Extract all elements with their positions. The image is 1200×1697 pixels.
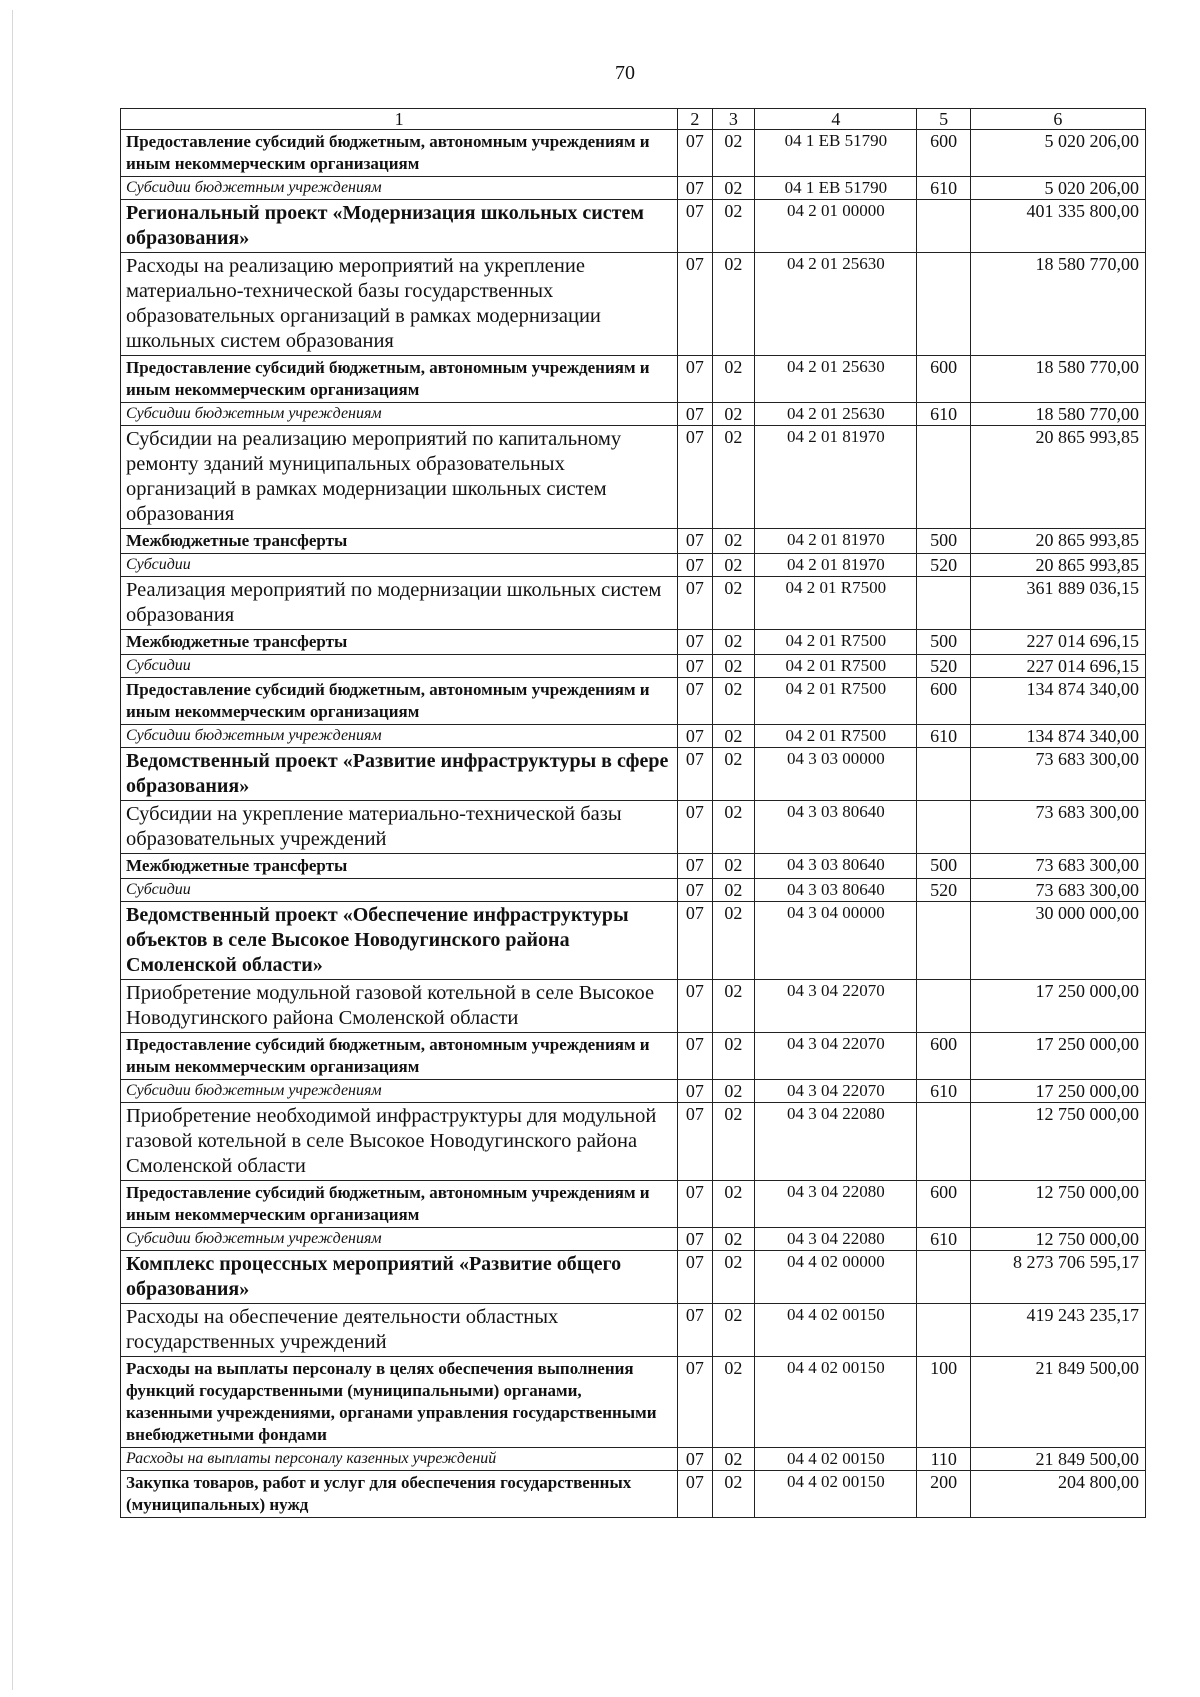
amount: 20 865 993,85 [970, 426, 1145, 529]
table-row [121, 577, 1146, 630]
subsection-code: 02 [712, 1033, 755, 1080]
item-name: Приобретение модульной газовой котельной в селе Высокое Новодугинского района Смоленской области [121, 980, 678, 1033]
target-article-code: 04 1 ЕВ 51790 [755, 177, 917, 200]
expense-type-code [917, 1103, 970, 1181]
item-name: Субсидии на укрепление материально-технической базы образовательных учреждений [121, 801, 678, 854]
target-article-code: 04 3 04 22080 [755, 1103, 917, 1181]
subsection-code: 02 [712, 748, 755, 801]
subsection-code: 02 [712, 801, 755, 854]
item-name: Закупка товаров, работ и услуг для обеспечения государственных (муниципальных) нужд [121, 1471, 678, 1518]
amount: 21 849 500,00 [970, 1357, 1145, 1448]
item-name: Реализация мероприятий по модернизации школьных систем образования [121, 577, 678, 630]
subsection-code: 02 [712, 1471, 755, 1518]
table-row [121, 655, 1146, 678]
item-name: Расходы на выплаты персоналу в целях обеспечения выполнения функций государственными (муниципальными) органами, казенными учреждениями, органами управления государственными внебюджетными фондами [121, 1357, 678, 1448]
subsection-code: 02 [712, 678, 755, 725]
amount: 17 250 000,00 [970, 1080, 1145, 1103]
table-row [121, 902, 1146, 980]
target-article-code: 04 2 01 R7500 [755, 655, 917, 678]
expense-type-code: 600 [917, 678, 970, 725]
target-article-code: 04 3 03 00000 [755, 748, 917, 801]
section-code: 07 [678, 801, 712, 854]
table-row [121, 426, 1146, 529]
subsection-code: 02 [712, 1181, 755, 1228]
target-article-code: 04 3 04 00000 [755, 902, 917, 980]
section-code: 07 [678, 1304, 712, 1357]
target-article-code: 04 3 03 80640 [755, 879, 917, 902]
table-row [121, 200, 1146, 253]
table-row [121, 980, 1146, 1033]
item-name: Предоставление субсидий бюджетным, автономным учреждениям и иным некоммерческим организациям [121, 1033, 678, 1080]
target-article-code: 04 2 01 00000 [755, 200, 917, 253]
section-code: 07 [678, 678, 712, 725]
section-code: 07 [678, 1357, 712, 1448]
subsection-code: 02 [712, 554, 755, 577]
item-name: Субсидии [121, 879, 678, 902]
subsection-code: 02 [712, 1228, 755, 1251]
section-code: 07 [678, 980, 712, 1033]
item-name: Расходы на обеспечение деятельности областных государственных учреждений [121, 1304, 678, 1357]
subsection-code: 02 [712, 854, 755, 879]
target-article-code: 04 4 02 00150 [755, 1471, 917, 1518]
subsection-code: 02 [712, 725, 755, 748]
target-article-code: 04 3 04 22080 [755, 1228, 917, 1251]
subsection-code: 02 [712, 655, 755, 678]
item-name: Предоставление субсидий бюджетным, автономным учреждениям и иным некоммерческим организациям [121, 130, 678, 177]
section-code: 07 [678, 253, 712, 356]
expense-type-code [917, 801, 970, 854]
table-row [121, 1228, 1146, 1251]
item-name: Ведомственный проект «Развитие инфраструктуры в сфере образования» [121, 748, 678, 801]
section-code: 07 [678, 1228, 712, 1251]
amount: 18 580 770,00 [970, 403, 1145, 426]
expense-type-code: 100 [917, 1357, 970, 1448]
section-code: 07 [678, 554, 712, 577]
column-header: 6 [970, 109, 1145, 130]
expense-type-code [917, 1251, 970, 1304]
item-name: Субсидии [121, 655, 678, 678]
table-row [121, 879, 1146, 902]
section-code: 07 [678, 426, 712, 529]
target-article-code: 04 2 01 R7500 [755, 678, 917, 725]
expense-type-code [917, 577, 970, 630]
table-row [121, 554, 1146, 577]
section-code: 07 [678, 1103, 712, 1181]
column-header: 4 [755, 109, 917, 130]
amount: 18 580 770,00 [970, 253, 1145, 356]
subsection-code: 02 [712, 130, 755, 177]
target-article-code: 04 2 01 25630 [755, 403, 917, 426]
expense-type-code: 610 [917, 177, 970, 200]
subsection-code: 02 [712, 879, 755, 902]
target-article-code: 04 3 04 22070 [755, 980, 917, 1033]
item-name: Субсидии на реализацию мероприятий по капитальному ремонту зданий муниципальных образовательных организаций в рамках модернизации школьных систем образования [121, 426, 678, 529]
item-name: Межбюджетные трансферты [121, 630, 678, 655]
section-code: 07 [678, 1181, 712, 1228]
target-article-code: 04 3 04 22070 [755, 1033, 917, 1080]
target-article-code: 04 2 01 81970 [755, 529, 917, 554]
amount: 5 020 206,00 [970, 177, 1145, 200]
item-name: Приобретение необходимой инфраструктуры для модульной газовой котельной в селе Высокое Новодугинского района Смоленской области [121, 1103, 678, 1181]
table-row [121, 403, 1146, 426]
amount: 361 889 036,15 [970, 577, 1145, 630]
amount: 8 273 706 595,17 [970, 1251, 1145, 1304]
table-row [121, 801, 1146, 854]
expense-type-code: 600 [917, 1181, 970, 1228]
subsection-code: 02 [712, 356, 755, 403]
amount: 30 000 000,00 [970, 902, 1145, 980]
subsection-code: 02 [712, 577, 755, 630]
section-code: 07 [678, 577, 712, 630]
subsection-code: 02 [712, 980, 755, 1033]
amount: 204 800,00 [970, 1471, 1145, 1518]
amount: 73 683 300,00 [970, 854, 1145, 879]
expense-type-code: 600 [917, 1033, 970, 1080]
section-code: 07 [678, 1251, 712, 1304]
expense-type-code [917, 200, 970, 253]
item-name: Ведомственный проект «Обеспечение инфраструктуры объектов в селе Высокое Новодугинского района Смоленской области» [121, 902, 678, 980]
amount: 20 865 993,85 [970, 529, 1145, 554]
section-code: 07 [678, 854, 712, 879]
target-article-code: 04 2 01 R7500 [755, 577, 917, 630]
target-article-code: 04 3 04 22080 [755, 1181, 917, 1228]
table-row [121, 1103, 1146, 1181]
budget-table [120, 108, 1146, 1518]
table-row [121, 748, 1146, 801]
target-article-code: 04 2 01 25630 [755, 356, 917, 403]
amount: 419 243 235,17 [970, 1304, 1145, 1357]
expense-type-code: 610 [917, 1228, 970, 1251]
expense-type-code: 500 [917, 630, 970, 655]
item-name: Комплекс процессных мероприятий «Развитие общего образования» [121, 1251, 678, 1304]
page-number: 70 [615, 62, 635, 84]
expense-type-code: 520 [917, 879, 970, 902]
subsection-code: 02 [712, 529, 755, 554]
section-code: 07 [678, 1448, 712, 1471]
expense-type-code [917, 1304, 970, 1357]
table-row [121, 630, 1146, 655]
amount: 21 849 500,00 [970, 1448, 1145, 1471]
table-row [121, 678, 1146, 725]
item-name: Субсидии бюджетным учреждениям [121, 1228, 678, 1251]
item-name: Субсидии бюджетным учреждениям [121, 403, 678, 426]
table-row [121, 1471, 1146, 1518]
amount: 12 750 000,00 [970, 1181, 1145, 1228]
target-article-code: 04 2 01 25630 [755, 253, 917, 356]
section-code: 07 [678, 177, 712, 200]
section-code: 07 [678, 1080, 712, 1103]
amount: 227 014 696,15 [970, 630, 1145, 655]
target-article-code: 04 2 01 R7500 [755, 725, 917, 748]
scan-margin-line [12, 10, 13, 1690]
amount: 18 580 770,00 [970, 356, 1145, 403]
expense-type-code: 600 [917, 356, 970, 403]
table-row [121, 253, 1146, 356]
subsection-code: 02 [712, 253, 755, 356]
item-name: Предоставление субсидий бюджетным, автономным учреждениям и иным некоммерческим организациям [121, 1181, 678, 1228]
amount: 401 335 800,00 [970, 200, 1145, 253]
target-article-code: 04 4 02 00150 [755, 1304, 917, 1357]
expense-type-code [917, 748, 970, 801]
table-header-row [121, 109, 1146, 130]
target-article-code: 04 3 03 80640 [755, 801, 917, 854]
subsection-code: 02 [712, 200, 755, 253]
section-code: 07 [678, 200, 712, 253]
amount: 20 865 993,85 [970, 554, 1145, 577]
subsection-code: 02 [712, 1357, 755, 1448]
amount: 134 874 340,00 [970, 725, 1145, 748]
expense-type-code [917, 902, 970, 980]
target-article-code: 04 2 01 81970 [755, 426, 917, 529]
table-body [121, 130, 1146, 1518]
target-article-code: 04 4 02 00150 [755, 1357, 917, 1448]
section-code: 07 [678, 655, 712, 678]
amount: 73 683 300,00 [970, 801, 1145, 854]
table-row [121, 1251, 1146, 1304]
expense-type-code: 110 [917, 1448, 970, 1471]
table-row [121, 1304, 1146, 1357]
column-header: 2 [678, 109, 712, 130]
table-row [121, 1448, 1146, 1471]
table-row [121, 356, 1146, 403]
expense-type-code: 610 [917, 725, 970, 748]
section-code: 07 [678, 130, 712, 177]
subsection-code: 02 [712, 630, 755, 655]
expense-type-code: 610 [917, 403, 970, 426]
expense-type-code: 520 [917, 655, 970, 678]
table-row [121, 130, 1146, 177]
item-name: Расходы на реализацию мероприятий на укрепление материально-технической базы государственных образовательных организаций в рамках модернизации школьных систем образования [121, 253, 678, 356]
item-name: Субсидии [121, 554, 678, 577]
item-name: Субсидии бюджетным учреждениям [121, 725, 678, 748]
item-name: Предоставление субсидий бюджетным, автономным учреждениям и иным некоммерческим организациям [121, 678, 678, 725]
section-code: 07 [678, 725, 712, 748]
section-code: 07 [678, 1033, 712, 1080]
subsection-code: 02 [712, 177, 755, 200]
amount: 227 014 696,15 [970, 655, 1145, 678]
table-row [121, 529, 1146, 554]
expense-type-code [917, 426, 970, 529]
table-row [121, 177, 1146, 200]
section-code: 07 [678, 529, 712, 554]
section-code: 07 [678, 356, 712, 403]
expense-type-code: 500 [917, 529, 970, 554]
column-header: 5 [917, 109, 970, 130]
section-code: 07 [678, 879, 712, 902]
item-name: Региональный проект «Модернизация школьных систем образования» [121, 200, 678, 253]
target-article-code: 04 4 02 00000 [755, 1251, 917, 1304]
column-header: 3 [712, 109, 755, 130]
table-row [121, 1080, 1146, 1103]
table-row [121, 1181, 1146, 1228]
amount: 73 683 300,00 [970, 879, 1145, 902]
section-code: 07 [678, 403, 712, 426]
amount: 5 020 206,00 [970, 130, 1145, 177]
subsection-code: 02 [712, 1103, 755, 1181]
amount: 17 250 000,00 [970, 980, 1145, 1033]
target-article-code: 04 2 01 R7500 [755, 630, 917, 655]
item-name: Субсидии бюджетным учреждениям [121, 1080, 678, 1103]
target-article-code: 04 3 04 22070 [755, 1080, 917, 1103]
section-code: 07 [678, 1471, 712, 1518]
subsection-code: 02 [712, 1304, 755, 1357]
expense-type-code: 520 [917, 554, 970, 577]
amount: 17 250 000,00 [970, 1033, 1145, 1080]
section-code: 07 [678, 630, 712, 655]
table-row [121, 725, 1146, 748]
subsection-code: 02 [712, 1448, 755, 1471]
item-name: Предоставление субсидий бюджетным, автономным учреждениям и иным некоммерческим организациям [121, 356, 678, 403]
column-header: 1 [121, 109, 678, 130]
item-name: Межбюджетные трансферты [121, 529, 678, 554]
item-name: Расходы на выплаты персоналу казенных учреждений [121, 1448, 678, 1471]
subsection-code: 02 [712, 1080, 755, 1103]
subsection-code: 02 [712, 403, 755, 426]
subsection-code: 02 [712, 902, 755, 980]
amount: 134 874 340,00 [970, 678, 1145, 725]
expense-type-code [917, 980, 970, 1033]
subsection-code: 02 [712, 1251, 755, 1304]
expense-type-code: 610 [917, 1080, 970, 1103]
item-name: Межбюджетные трансферты [121, 854, 678, 879]
section-code: 07 [678, 748, 712, 801]
expense-type-code: 600 [917, 130, 970, 177]
amount: 12 750 000,00 [970, 1228, 1145, 1251]
target-article-code: 04 4 02 00150 [755, 1448, 917, 1471]
target-article-code: 04 2 01 81970 [755, 554, 917, 577]
amount: 12 750 000,00 [970, 1103, 1145, 1181]
table-row [121, 1357, 1146, 1448]
target-article-code: 04 1 ЕВ 51790 [755, 130, 917, 177]
target-article-code: 04 3 03 80640 [755, 854, 917, 879]
section-code: 07 [678, 902, 712, 980]
table-row [121, 854, 1146, 879]
expense-type-code: 500 [917, 854, 970, 879]
subsection-code: 02 [712, 426, 755, 529]
item-name: Субсидии бюджетным учреждениям [121, 177, 678, 200]
amount: 73 683 300,00 [970, 748, 1145, 801]
expense-type-code [917, 253, 970, 356]
expense-type-code: 200 [917, 1471, 970, 1518]
table-row [121, 1033, 1146, 1080]
